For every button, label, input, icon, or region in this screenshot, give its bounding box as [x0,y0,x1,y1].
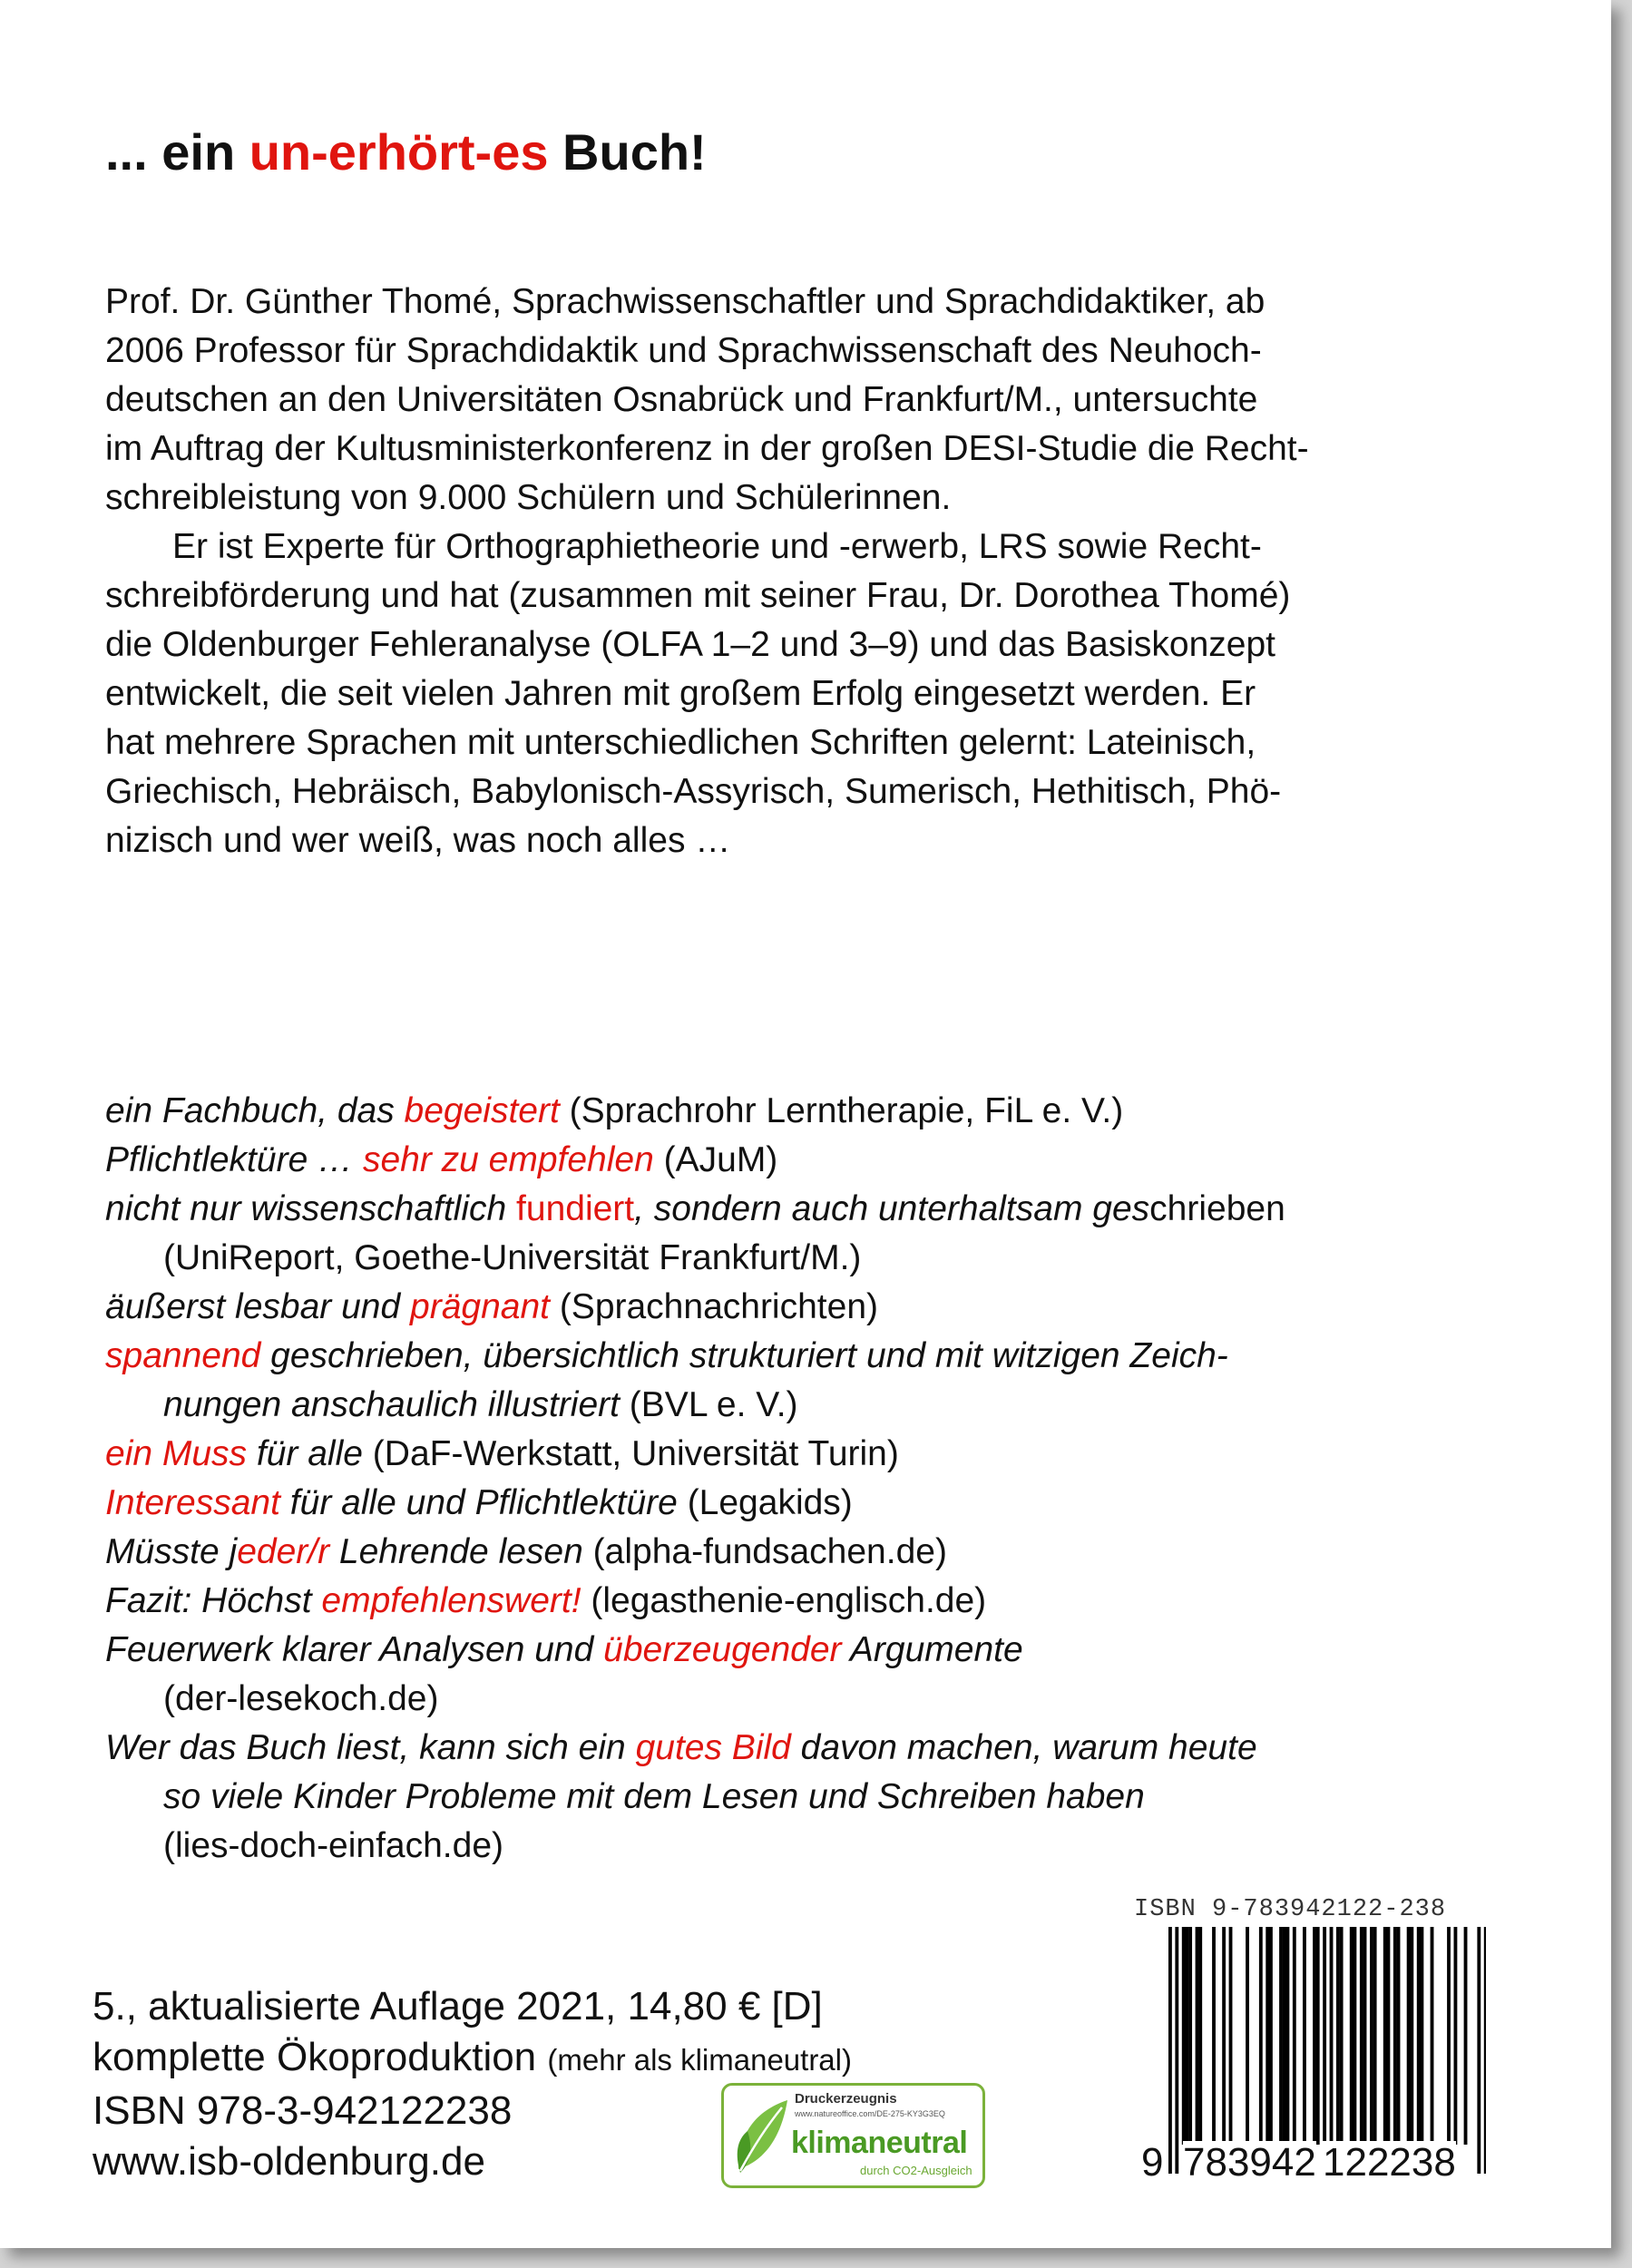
review-quote [105,1332,1557,1430]
quote-source: (BVL e. V.) [619,1385,798,1424]
review-quotes [105,1087,1557,1871]
quote-source: chrieben [1149,1189,1285,1228]
quote-line [105,1136,1557,1185]
quote-highlight: spannend [105,1336,261,1375]
bio-line: hat mehrere Sprachen mit unterschiedlichen Schriften gelernt: Lateinisch, [105,723,1256,762]
barcode-bar [1373,1927,1377,2145]
quote-line [105,1528,1557,1577]
quote-highlight: prägnant [410,1287,550,1326]
quote-highlight: ein Muss [105,1434,248,1473]
quote-text: ein Fachbuch, das [105,1091,405,1130]
barcode-bar [1246,1927,1249,2145]
barcode-bar [1464,1927,1468,2145]
quote-source: (UniReport, Goethe-Universität Frankfurt/M.) [163,1238,862,1277]
quote-highlight: gutes Bild [635,1728,791,1767]
quote-highlight: begeistert [404,1091,560,1130]
review-quote [105,1430,1557,1479]
barcode-bar [1182,1927,1186,2145]
bio-line: schreibförderung und hat (zusammen mit seiner Frau, Dr. Dorothea Thomé) [105,576,1291,615]
bio-line: 2006 Professor für Sprachdidaktik und Sprachwissenschaft des Neuhoch- [105,331,1262,370]
barcode-bar [1370,1927,1373,2145]
quote-text: Wer das Buch liest, kann sich ein [105,1728,636,1767]
quote-text: davon machen, warum heute [790,1728,1257,1767]
barcode-digit-first: 9 [1141,2140,1164,2185]
quote-highlight: empfehlenswert! [321,1581,581,1620]
isbn-text: ISBN 978-3-942122238 [93,2088,513,2133]
barcode-bar [1410,1927,1413,2145]
quote-source: (AJuM) [653,1140,778,1179]
barcode-bar [1266,1927,1269,2145]
barcode-digits-left: 783942 [1183,2140,1316,2185]
bio-line: entwickelt, die seit vielen Jahren mit großem Erfolg eingesetzt werden. Er [105,674,1256,713]
bio-line: schreibleistung von 9.000 Schülern und Schülerinnen. [105,478,952,517]
klimaneutral-badge [721,2083,985,2188]
quote-text: für alle [247,1434,363,1473]
author-bio [105,278,1529,865]
quote-text: geschrieben, übersichtlich strukturiert und mit witzigen Zeich- [260,1336,1228,1375]
barcode-bar [1417,1927,1421,2145]
quote-text: so viele Kinder Probleme mit dem Lesen und Schreiben haben [163,1777,1145,1816]
quote-highlight: fundiert [516,1189,635,1228]
barcode-isbn-label: ISBN 9-783942122-238 [1134,1896,1447,1923]
bio-line: Er ist Experte für Orthographietheorie und -erwerb, LRS sowie Recht- [172,527,1262,566]
review-quote [105,1577,1557,1626]
barcode-bar [1323,1927,1326,2174]
barcode-bar [1454,1927,1458,2145]
quote-line [105,1577,1557,1626]
review-quote [105,1724,1557,1871]
barcode-bar [1269,1927,1273,2145]
quote-text: , sondern auch unterhaltsam ges [634,1189,1150,1228]
review-quote [105,1528,1557,1577]
barcode-bar [1186,1927,1189,2145]
badge-main: klimaneutral [791,2126,968,2160]
eco-note: (mehr als klimaneutral) [547,2043,852,2077]
quote-line [105,1724,1557,1773]
quote-text: Argumente [841,1630,1023,1669]
bio-line: nizisch und wer weiß, was noch alles … [105,821,731,860]
badge-title: Druckerzeugnis [795,2091,897,2107]
edition-price: 5., aktualisierte Auflage 2021, 14,80 € [D] [93,1984,823,2028]
barcode-bar [1212,1927,1216,2145]
barcode-bar [1168,1927,1172,2174]
bio-line: Griechisch, Hebräisch, Babylonisch-Assyrisch, Sumerisch, Hethitisch, Phö- [105,772,1282,811]
barcode-digits-right: 122238 [1323,2140,1456,2185]
barcode-bar [1363,1927,1367,2145]
barcode-bar [1431,1927,1434,2145]
eco-main: komplette Ökoproduktion [93,2035,537,2079]
barcode-bar [1222,1927,1226,2145]
quote-text: Fazit: Höchst [105,1581,322,1620]
badge-sub: durch CO2-Ausgleich [860,2164,972,2177]
review-quote [105,1283,1557,1332]
quote-text: Lehrende lesen [329,1532,583,1571]
quote-line [105,1381,1557,1430]
barcode-bar [1336,1927,1340,2145]
heading-prefix: ... ein [105,123,249,181]
bio-line: Prof. Dr. Günther Thomé, Sprachwissenschaftler und Sprachdidaktiker, ab [105,282,1266,321]
quote-line [105,1430,1557,1479]
quote-line [105,1332,1557,1381]
quote-source: (Legakids) [677,1483,853,1522]
quote-highlight: eder/r [237,1532,330,1571]
review-quote [105,1479,1557,1528]
quote-source: (Sprachnachrichten) [549,1287,878,1326]
quote-source: (alpha-fundsachen.de) [582,1532,947,1571]
barcode [1132,1927,1486,2190]
quote-highlight: Interessant [105,1483,280,1522]
barcode-bar [1393,1927,1397,2145]
quote-source: (legasthenie-englisch.de) [581,1581,987,1620]
quote-source: (lies-doch-einfach.de) [163,1826,504,1865]
quote-line [105,1087,1557,1136]
barcode-bar [1316,1927,1320,2145]
badge-url: www.natureoffice.com/DE-275-KY3G3EQ [795,2109,945,2118]
barcode-bar [1484,1927,1486,2174]
cover-heading [105,122,707,181]
quote-text: äußerst lesbar und [105,1287,411,1326]
quote-source: (Sprachrohr Lerntherapie, FiL e. V.) [559,1091,1124,1130]
bio-paragraph-2 [105,523,1529,865]
quote-line [105,1234,1557,1283]
publisher-website: www.isb-oldenburg.de [93,2139,485,2184]
review-quote [105,1136,1557,1185]
barcode-bar [1229,1927,1233,2145]
barcode-bar [1330,1927,1334,2174]
heading-highlight: un-erhört-es [249,123,549,181]
quote-highlight: sehr zu empfehlen [362,1140,654,1179]
quote-text: Feuerwerk klarer Analysen und [105,1630,604,1669]
barcode-bar [1175,1927,1178,2174]
barcode-bar [1447,1927,1451,2145]
bio-line: deutschen an den Universitäten Osnabrück und Frankfurt/M., untersuchte [105,380,1258,419]
barcode-bar [1313,1927,1316,2145]
barcode-bar [1188,1927,1192,2145]
barcode-bar [1283,1927,1286,2145]
quote-line [105,1675,1557,1724]
barcode-bar [1407,1927,1411,2145]
barcode-bar [1477,1927,1481,2174]
barcode-bar [1293,1927,1296,2145]
eco-production [93,2032,852,2086]
quote-source: (der-lesekoch.de) [163,1679,439,1718]
quote-line [105,1283,1557,1332]
barcode-bar [1279,1927,1283,2145]
quote-line [105,1822,1557,1871]
barcode-bar [1350,1927,1353,2145]
barcode-bar [1360,1927,1363,2145]
quote-text: nicht nur wissenschaftlich [105,1189,517,1228]
quote-line [105,1479,1557,1528]
barcode-bar [1196,1927,1199,2145]
bio-paragraph-1 [105,278,1529,523]
quote-highlight: überzeugender [603,1630,842,1669]
barcode-bar [1387,1927,1391,2145]
quote-text: nungen anschaulich illustriert [163,1385,620,1424]
bio-line: die Oldenburger Fehleranalyse (OLFA 1–2 und 3–9) und das Basiskonzept [105,625,1275,664]
barcode-bar [1198,1927,1202,2145]
quote-text: Pflichtlektüre … [105,1140,363,1179]
quote-text: Müsste j [105,1532,238,1571]
review-quote [105,1087,1557,1136]
barcode-bar [1383,1927,1387,2145]
review-quote [105,1626,1557,1724]
barcode-bar [1397,1927,1401,2145]
barcode-bar [1353,1927,1357,2145]
barcode-bar [1286,1927,1290,2145]
barcode-bar [1259,1927,1263,2145]
leaf-icon [731,2091,795,2178]
bio-line: im Auftrag der Kultusministerkonferenz in der großen DESI-Studie die Recht- [105,429,1309,468]
heading-suffix: Buch! [548,123,707,181]
quote-line [105,1773,1557,1822]
barcode-bar [1340,1927,1344,2145]
quote-line [105,1185,1557,1234]
barcode-bar [1421,1927,1424,2145]
quote-line [105,1626,1557,1675]
barcode-bar [1303,1927,1306,2145]
quote-text: für alle und Pflichtlektüre [279,1483,678,1522]
review-quote [105,1185,1557,1283]
quote-source: (DaF-Werkstatt, Universität Turin) [362,1434,899,1473]
